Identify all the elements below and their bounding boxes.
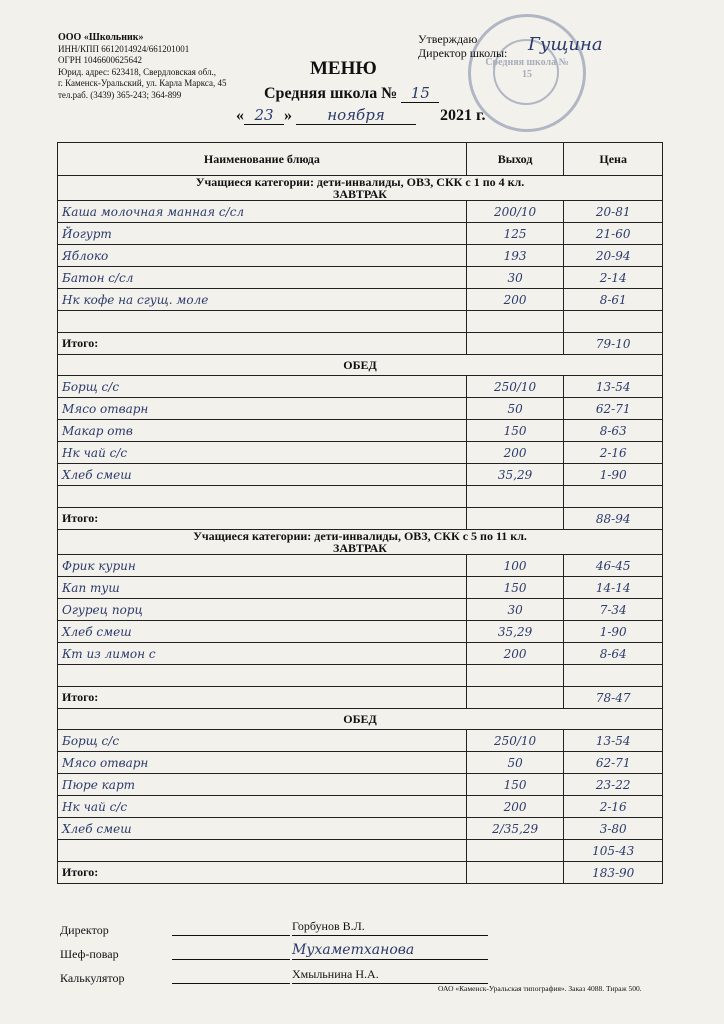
total-value: 183-90 <box>564 862 663 884</box>
director-sign-row <box>60 918 365 942</box>
dish-price: 1-90 <box>564 621 663 643</box>
dish-price: 2-16 <box>564 796 663 818</box>
table-row <box>58 442 663 464</box>
dish-output <box>466 665 564 687</box>
dish-output: 150 <box>466 420 564 442</box>
dish-output: 200 <box>466 643 564 665</box>
dish-output: 50 <box>466 752 564 774</box>
dish-output: 200/10 <box>466 201 564 223</box>
dish-output: 100 <box>466 555 564 577</box>
dish-name: Кт из лимон с <box>58 643 467 665</box>
chef-sign-row <box>60 942 415 966</box>
table-row <box>58 289 663 311</box>
dish-output: 250/10 <box>466 730 564 752</box>
total-empty <box>466 862 564 884</box>
dish-name: Пюре карт <box>58 774 467 796</box>
director-name: Горбунов В.Л. <box>292 918 488 936</box>
dish-name: Нк чай с/с <box>58 796 467 818</box>
dish-name: Борщ с/с <box>58 376 467 398</box>
date-month: ноября <box>296 106 416 125</box>
dish-name: Хлеб смеш <box>58 621 467 643</box>
section-category: Учащиеся категории: дети-инвалиды, ОВЗ, СКК с 5 по 11 кл. <box>193 529 527 543</box>
section-meal: ОБЕД <box>343 712 377 726</box>
table-row <box>58 267 663 289</box>
dish-name: Нк чай с/с <box>58 442 467 464</box>
dish-name: Хлеб смеш <box>58 818 467 840</box>
date-close-quote: » <box>284 107 292 124</box>
org-name: ООО «Школьник» <box>58 32 144 43</box>
dish-price: 8-61 <box>564 289 663 311</box>
total-label: Итого: <box>58 687 467 709</box>
section-header-row <box>58 355 663 376</box>
dish-output: 150 <box>466 577 564 599</box>
col-header-output: Выход <box>466 143 564 176</box>
total-value: 78-47 <box>564 687 663 709</box>
dish-name <box>58 311 467 333</box>
dish-output: 200 <box>466 442 564 464</box>
director-signature: Гущина <box>528 34 603 55</box>
dish-name: Йогурт <box>58 223 467 245</box>
dish-name: Кап туш <box>58 577 467 599</box>
section-header <box>58 530 663 555</box>
dish-price: 20-81 <box>564 201 663 223</box>
dish-price: 23-22 <box>564 774 663 796</box>
dish-output <box>466 840 564 862</box>
school-number: 15 <box>401 84 439 103</box>
dish-price <box>564 665 663 687</box>
organization-block <box>58 32 227 101</box>
dish-price: 8-63 <box>564 420 663 442</box>
org-inn: ИНН/КПП 6612014924/661201001 <box>58 43 190 54</box>
dish-price: 62-71 <box>564 398 663 420</box>
approve-label: Утверждаю <box>418 32 478 46</box>
dish-name <box>58 486 467 508</box>
total-label: Итого: <box>58 862 467 884</box>
col-header-price: Цена <box>564 143 663 176</box>
table-row <box>58 730 663 752</box>
total-value: 79-10 <box>564 333 663 355</box>
total-value: 88-94 <box>564 508 663 530</box>
dish-name: Яблоко <box>58 245 467 267</box>
section-header <box>58 709 663 730</box>
dish-name: Каша молочная манная с/сл <box>58 201 467 223</box>
stamp-text: Средняя школа № 15 <box>485 57 569 80</box>
dish-output: 200 <box>466 796 564 818</box>
col-header-name: Наименование блюда <box>58 143 467 176</box>
dish-price: 20-94 <box>564 245 663 267</box>
date-year: 2021 г. <box>440 107 486 124</box>
table-row <box>58 420 663 442</box>
dish-output: 50 <box>466 398 564 420</box>
section-meal: ОБЕД <box>343 358 377 372</box>
chef-sign-line <box>172 942 290 960</box>
table-row <box>58 486 663 508</box>
dish-price: 8-64 <box>564 643 663 665</box>
total-row <box>58 862 663 884</box>
table-row <box>58 376 663 398</box>
dish-price: 46-45 <box>564 555 663 577</box>
dish-name <box>58 840 467 862</box>
total-empty <box>466 333 564 355</box>
section-category: Учащиеся категории: дети-инвалиды, ОВЗ, СКК с 1 по 4 кл. <box>195 175 525 189</box>
dish-name: Батон с/сл <box>58 267 467 289</box>
table-row <box>58 665 663 687</box>
chef-name: Мухаметханова <box>292 942 488 960</box>
dish-price: 2-14 <box>564 267 663 289</box>
section-header <box>58 355 663 376</box>
calc-role-label: Калькулятор <box>60 971 125 985</box>
date-line <box>236 106 485 125</box>
org-address-1: Юрид. адрес: 623418, Свердловская обл., <box>58 66 216 77</box>
dish-output: 250/10 <box>466 376 564 398</box>
table-header-row <box>58 143 663 176</box>
total-row <box>58 687 663 709</box>
dish-name: Мясо отварн <box>58 752 467 774</box>
dish-output: 2/35,29 <box>466 818 564 840</box>
section-header-row <box>58 530 663 555</box>
section-header-row <box>58 176 663 201</box>
total-label: Итого: <box>58 333 467 355</box>
school-prefix: Средняя школа № <box>264 85 398 102</box>
total-row <box>58 508 663 530</box>
table-row <box>58 311 663 333</box>
total-empty <box>466 687 564 709</box>
dish-price: 14-14 <box>564 577 663 599</box>
table-row <box>58 245 663 267</box>
page-title: МЕНЮ <box>310 58 377 79</box>
dish-output: 30 <box>466 267 564 289</box>
table-row <box>58 774 663 796</box>
table-row <box>58 752 663 774</box>
table-row <box>58 818 663 840</box>
dish-output: 35,29 <box>466 464 564 486</box>
org-address-2: г. Каменск-Уральский, ул. Карла Маркса, 45 <box>58 78 227 88</box>
chef-role-label: Шеф-повар <box>60 947 119 961</box>
dish-output <box>466 486 564 508</box>
dish-price: 62-71 <box>564 752 663 774</box>
section-meal: ЗАВТРАК <box>332 541 387 555</box>
menu-body <box>58 176 663 884</box>
table-row <box>58 796 663 818</box>
approval-block <box>418 32 507 60</box>
table-row <box>58 223 663 245</box>
dish-price: 3-80 <box>564 818 663 840</box>
dish-output: 35,29 <box>466 621 564 643</box>
date-day: 23 <box>244 106 284 125</box>
dish-output <box>466 311 564 333</box>
section-header <box>58 176 663 201</box>
total-empty <box>466 508 564 530</box>
dish-price: 21-60 <box>564 223 663 245</box>
dish-price: 2-16 <box>564 442 663 464</box>
calc-sign-line <box>172 966 290 984</box>
table-row <box>58 621 663 643</box>
dish-price: 13-54 <box>564 376 663 398</box>
dish-name: Борщ с/с <box>58 730 467 752</box>
dish-name: Макар отв <box>58 420 467 442</box>
calc-name: Хмыльнина Н.А. <box>292 966 488 984</box>
dish-price: 13-54 <box>564 730 663 752</box>
printer-imprint: ОАО «Каменск-Уральская типография». Заказ 4088. Тираж 500. <box>438 984 642 993</box>
section-header-row <box>58 709 663 730</box>
total-label: Итого: <box>58 508 467 530</box>
dish-output: 150 <box>466 774 564 796</box>
table-row <box>58 643 663 665</box>
director-role-label: Директор <box>60 923 109 937</box>
menu-table <box>57 142 663 884</box>
dish-price: 7-34 <box>564 599 663 621</box>
table-row <box>58 398 663 420</box>
table-row <box>58 840 663 862</box>
table-row <box>58 577 663 599</box>
calc-sign-row <box>60 966 379 990</box>
signatures-block <box>60 918 415 990</box>
dish-name: Фрик курин <box>58 555 467 577</box>
school-line <box>264 84 439 103</box>
dish-name <box>58 665 467 687</box>
table-row <box>58 555 663 577</box>
table-row <box>58 464 663 486</box>
dish-output: 30 <box>466 599 564 621</box>
dish-output: 125 <box>466 223 564 245</box>
dish-name: Хлеб смеш <box>58 464 467 486</box>
dish-name: Огурец порц <box>58 599 467 621</box>
dish-name: Мясо отварн <box>58 398 467 420</box>
total-row <box>58 333 663 355</box>
dish-name: Нк кофе на сгущ. моле <box>58 289 467 311</box>
table-row <box>58 201 663 223</box>
dish-output: 193 <box>466 245 564 267</box>
director-school-label: Директор школы: <box>418 46 508 60</box>
section-meal: ЗАВТРАК <box>332 187 387 201</box>
date-open-quote: « <box>236 107 244 124</box>
director-sign-line <box>172 918 290 936</box>
dish-price: 105-43 <box>564 840 663 862</box>
table-row <box>58 599 663 621</box>
dish-price <box>564 486 663 508</box>
dish-price: 1-90 <box>564 464 663 486</box>
dish-price <box>564 311 663 333</box>
org-phone: тел.раб. (3439) 365-243; 364-899 <box>58 89 182 100</box>
dish-output: 200 <box>466 289 564 311</box>
org-ogrn: ОГРН 1046600625642 <box>58 55 142 65</box>
